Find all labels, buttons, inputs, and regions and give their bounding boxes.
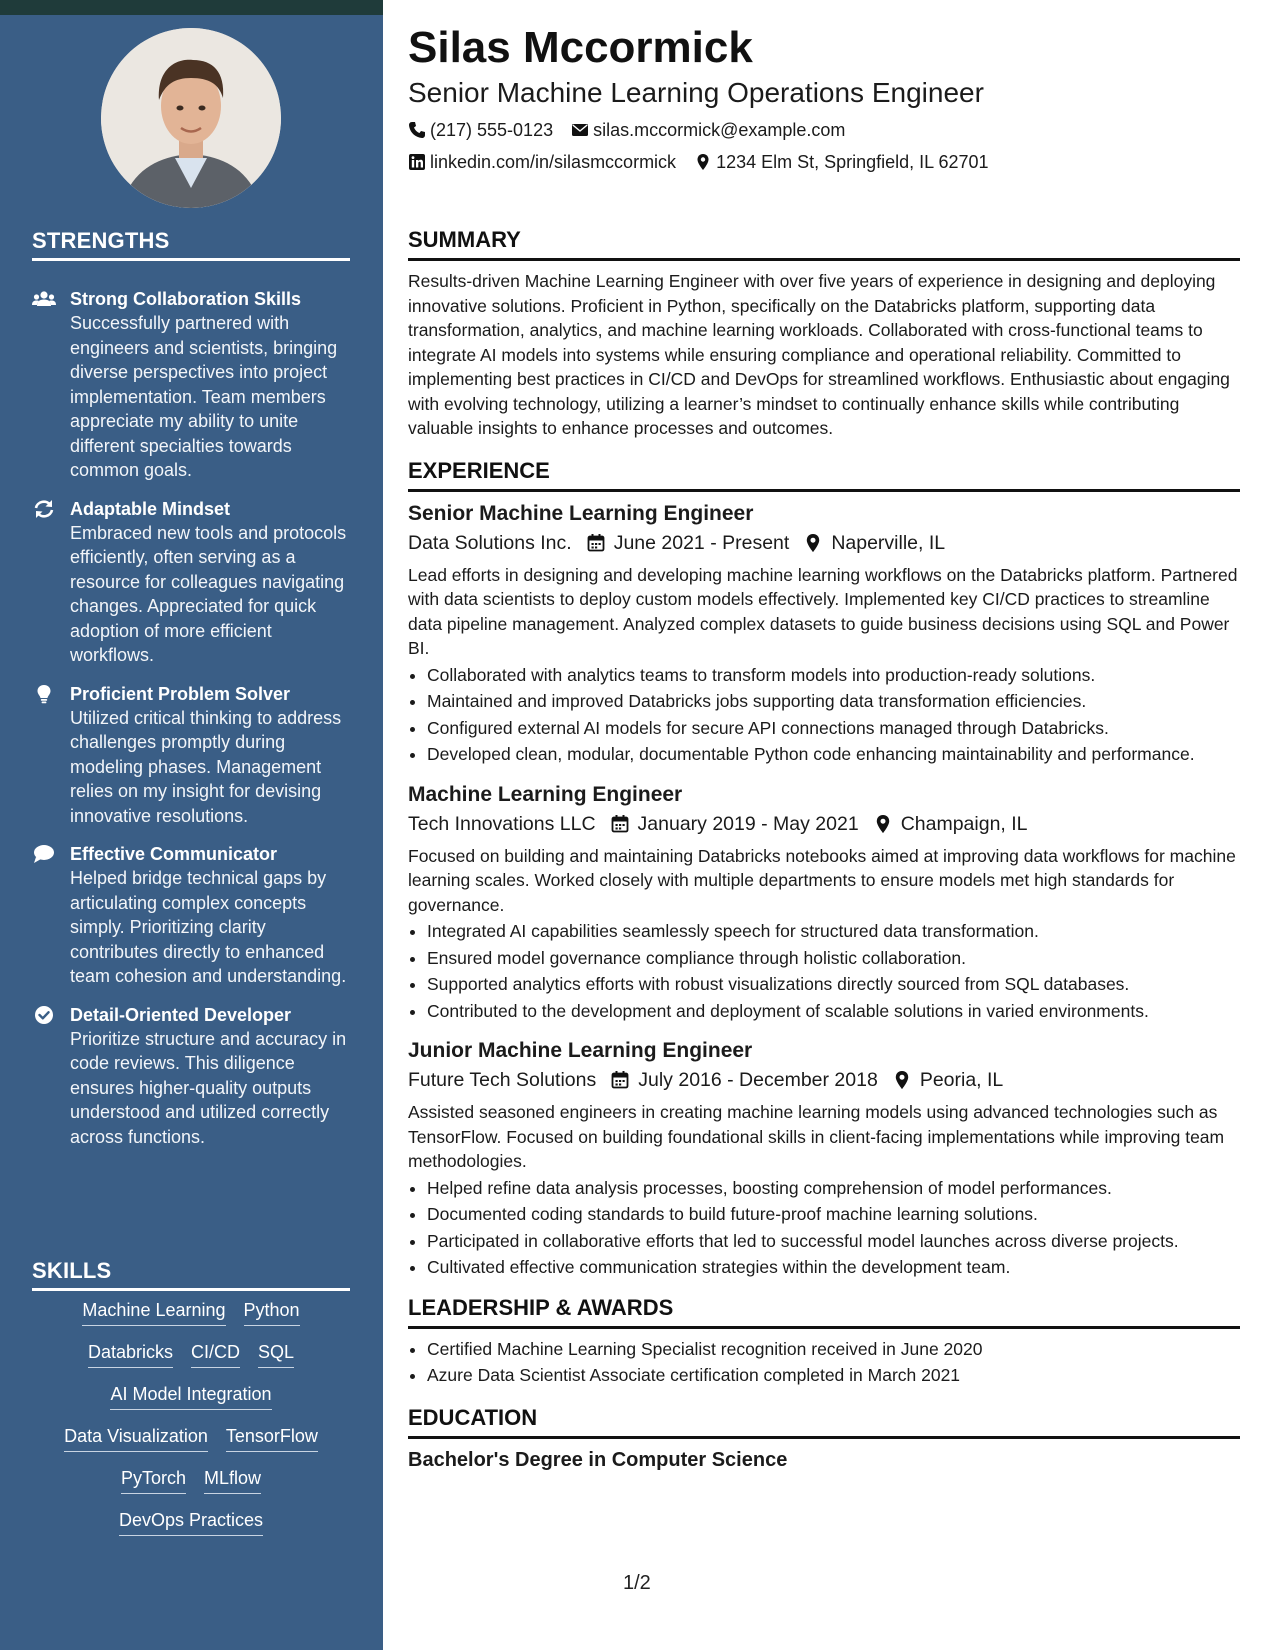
contact-row — [408, 150, 1240, 174]
skills-row — [32, 1340, 350, 1368]
email-text[interactable]: silas.mccormick@example.com — [593, 120, 846, 140]
strengths-list — [32, 287, 354, 1163]
skills-row — [32, 1508, 350, 1536]
skills-row — [32, 1382, 350, 1410]
skills-row — [32, 1298, 350, 1326]
linkedin-contact[interactable] — [408, 150, 676, 174]
skills-row — [32, 1424, 350, 1452]
job-location-text: Peoria, IL — [919, 1069, 1004, 1091]
map-marker-icon — [873, 814, 893, 834]
job-dates — [610, 1065, 878, 1095]
job-bullet: • Developed clean, modular, documentable Python code enhancing maintainability and performance. — [427, 742, 1240, 767]
job-role: Senior Machine Learning Engineer — [408, 501, 754, 525]
job-meta — [408, 809, 1240, 839]
skill-tag: Data Visualization — [64, 1424, 208, 1452]
job-bullet: • Configured external AI models for secure API connections managed through Databricks. — [427, 716, 1240, 741]
skill-tag: AI Model Integration — [110, 1382, 271, 1410]
linkedin-icon — [408, 153, 426, 171]
phone-contact — [408, 118, 553, 142]
education-degree: Bachelor's Degree in Computer Science — [408, 1448, 788, 1471]
strength-item — [32, 682, 354, 829]
profile-photo — [101, 28, 281, 208]
skills-row — [32, 1466, 350, 1494]
job-bullet: • Ensured model governance compliance through holistic collaboration. — [427, 946, 1240, 971]
strength-description: Prioritize structure and accuracy in code reviews. This diligence ensures higher-quality outputs understood and utilized correctly across functions. — [70, 1028, 347, 1147]
envelope-icon — [571, 121, 589, 139]
award-item: • Certified Machine Learning Specialist recognition received in June 2020 — [427, 1337, 1240, 1362]
job-bullet: • Contributed to the development and deployment of scalable solutions in varied environments. — [427, 999, 1240, 1024]
map-marker-icon — [892, 1070, 912, 1090]
job-entry — [408, 1037, 1240, 1280]
job-location — [803, 528, 945, 558]
skills-heading: SKILLS — [32, 1258, 350, 1291]
job-summary: Lead efforts in designing and developing machine learning workflows on the Databricks platform. Partnered with data scientists to deploy custom models effectively. Implemented key CI/CD practices to streamline data pipeline management. Analyzed complex datasets to guide business decisions using SQL and Power BI. — [408, 564, 1238, 658]
strength-title: Strong Collaboration Skills — [70, 289, 302, 309]
job-bullets — [408, 1176, 1240, 1280]
job-company: Future Tech Solutions — [408, 1069, 597, 1091]
email-contact[interactable] — [571, 118, 845, 142]
job-bullet: • Documented coding standards to build future-proof machine learning solutions. — [427, 1202, 1240, 1227]
leadership-heading: LEADERSHIP & AWARDS — [408, 1294, 1240, 1329]
job-entry — [408, 781, 1240, 1024]
job-summary: Assisted seasoned engineers in creating machine learning models using advanced technologies such as TensorFlow. Focused on building foundational skills in client-facing implementations while improving team methodologies. — [408, 1102, 1225, 1171]
award-item: • Azure Data Scientist Associate certification completed in March 2021 — [427, 1363, 1240, 1388]
job-bullet: • Integrated AI capabilities seamlessly speech for structured data transformation. — [427, 919, 1240, 944]
job-meta — [408, 1065, 1240, 1095]
skill-tag: MLflow — [204, 1466, 261, 1494]
job-role: Machine Learning Engineer — [408, 782, 683, 806]
job-company: Tech Innovations LLC — [408, 812, 596, 835]
job-dates — [586, 528, 790, 558]
candidate-name: Silas Mccormick — [408, 23, 753, 72]
job-entry — [408, 500, 1240, 767]
education-heading: EDUCATION — [408, 1404, 1240, 1439]
candidate-title: Senior Machine Learning Operations Engineer — [408, 77, 984, 108]
job-dates-text: January 2019 - May 2021 — [637, 812, 859, 835]
job-bullet: • Supported analytics efforts with robust visualizations directly sourced from SQL databases. — [427, 972, 1240, 997]
job-bullet: • Maintained and improved Databricks jobs supporting data transformation efficiencies. — [427, 689, 1240, 714]
strength-item — [32, 287, 354, 483]
job-location — [892, 1065, 1003, 1095]
strength-title: Adaptable Mindset — [70, 498, 231, 519]
job-location-text: Naperville, IL — [831, 531, 946, 554]
skill-tag: Machine Learning — [82, 1298, 225, 1326]
check-circle-icon — [32, 1005, 56, 1025]
job-bullets — [408, 919, 1240, 1023]
strength-title: Effective Communicator — [70, 844, 278, 864]
address-contact — [694, 150, 989, 174]
phone-text: (217) 555-0123 — [430, 120, 554, 140]
skill-tag: DevOps Practices — [119, 1508, 263, 1536]
map-marker-icon — [694, 153, 712, 171]
strength-description: Successfully partnered with engineers and scientists, bringing diverse perspectives into project implementation. Team members appreciate my ability to unite different specialties towards common goals. — [70, 313, 338, 480]
sidebar — [0, 0, 383, 1650]
strength-description: Utilized critical thinking to address challenges promptly during modeling phases. Management relies on my insight for devising innovative resolutions. — [70, 707, 342, 826]
job-meta — [408, 528, 1240, 558]
job-bullet: • Collaborated with analytics teams to transform models into production-ready solutions. — [427, 663, 1240, 688]
strength-item — [32, 1003, 354, 1150]
job-bullets — [408, 663, 1240, 767]
strength-description: Embraced new tools and protocols efficiently, often serving as a resource for colleagues navigating changes. Appreciated for quick adoption of more efficient workflows. — [70, 522, 347, 665]
map-marker-icon — [803, 533, 823, 553]
linkedin-text[interactable]: linkedin.com/in/silasmccormick — [430, 152, 677, 172]
strength-title: Proficient Problem Solver — [70, 683, 291, 704]
skill-tag: PyTorch — [121, 1466, 186, 1494]
experience-heading: EXPERIENCE — [408, 457, 1240, 492]
address-text: 1234 Elm St, Springfield, IL 62701 — [716, 152, 989, 172]
strength-item — [32, 497, 354, 668]
users-icon — [32, 289, 56, 309]
main-content — [408, 20, 1240, 1473]
job-summary: Focused on building and maintaining Databricks notebooks aimed at improving data workflows for machine learning scales. Worked closely with multiple departments to ensure models met high standards for governance. — [408, 845, 1236, 915]
calendar-icon — [586, 533, 606, 553]
skill-tag: CI/CD — [191, 1340, 240, 1368]
job-bullet: • Participated in collaborative efforts that led to successful model launches across diverse projects. — [427, 1229, 1240, 1254]
job-company: Data Solutions Inc. — [408, 531, 572, 554]
leadership-list — [408, 1337, 1240, 1388]
job-bullet: • Helped refine data analysis processes, boosting comprehension of model performances. — [427, 1176, 1240, 1201]
phone-icon — [408, 121, 426, 139]
job-dates-text: June 2021 - Present — [613, 531, 790, 554]
strength-description: Helped bridge technical gaps by articulating complex concepts simply. Prioritizing clarity contributes directly to enhanced team cohesion and understanding. — [70, 868, 347, 986]
skill-tag: TensorFlow — [226, 1424, 318, 1452]
skills-list — [32, 1298, 350, 1550]
calendar-icon — [610, 1070, 630, 1090]
contact-row — [408, 118, 1240, 142]
job-bullet: • Cultivated effective communication strategies within the development team. — [427, 1255, 1240, 1280]
job-location — [873, 809, 1028, 839]
job-location-text: Champaign, IL — [900, 812, 1028, 835]
job-role: Junior Machine Learning Engineer — [408, 1039, 753, 1062]
lightbulb-icon — [32, 684, 56, 704]
comment-icon — [32, 844, 56, 864]
job-dates-text: July 2016 - December 2018 — [638, 1069, 878, 1091]
skill-tag: SQL — [258, 1340, 294, 1368]
job-dates — [610, 809, 859, 839]
page-number: 1/2 — [623, 1572, 651, 1594]
summary-text: Results-driven Machine Learning Engineer with over five years of experience in designing and deploying innovative solutions. Proficient in Python, specifically on the Databricks platform, supporting data transformation, analytics, and machine learning workloads. Collaborated with cross-functional teams to integrate AI models into systems while ensuring compliance and operational reliability. Committed to implementing best practices in CI/CD and DevOps for streamlined workflows. Enthusiastic about engaging with evolving technology, utilizing a learner’s mindset to continually enhance skills while contributing valuable insights to enhance processes and outcomes. — [408, 271, 1230, 438]
calendar-icon — [610, 814, 630, 834]
strength-title: Detail-Oriented Developer — [70, 1004, 292, 1025]
skill-tag: Databricks — [88, 1340, 173, 1368]
sidebar-top-bar — [0, 0, 383, 15]
summary-heading: SUMMARY — [408, 226, 1240, 261]
sync-icon — [32, 499, 56, 519]
skill-tag: Python — [244, 1298, 300, 1326]
strength-item — [32, 842, 354, 989]
strengths-heading: STRENGTHS — [32, 228, 350, 261]
